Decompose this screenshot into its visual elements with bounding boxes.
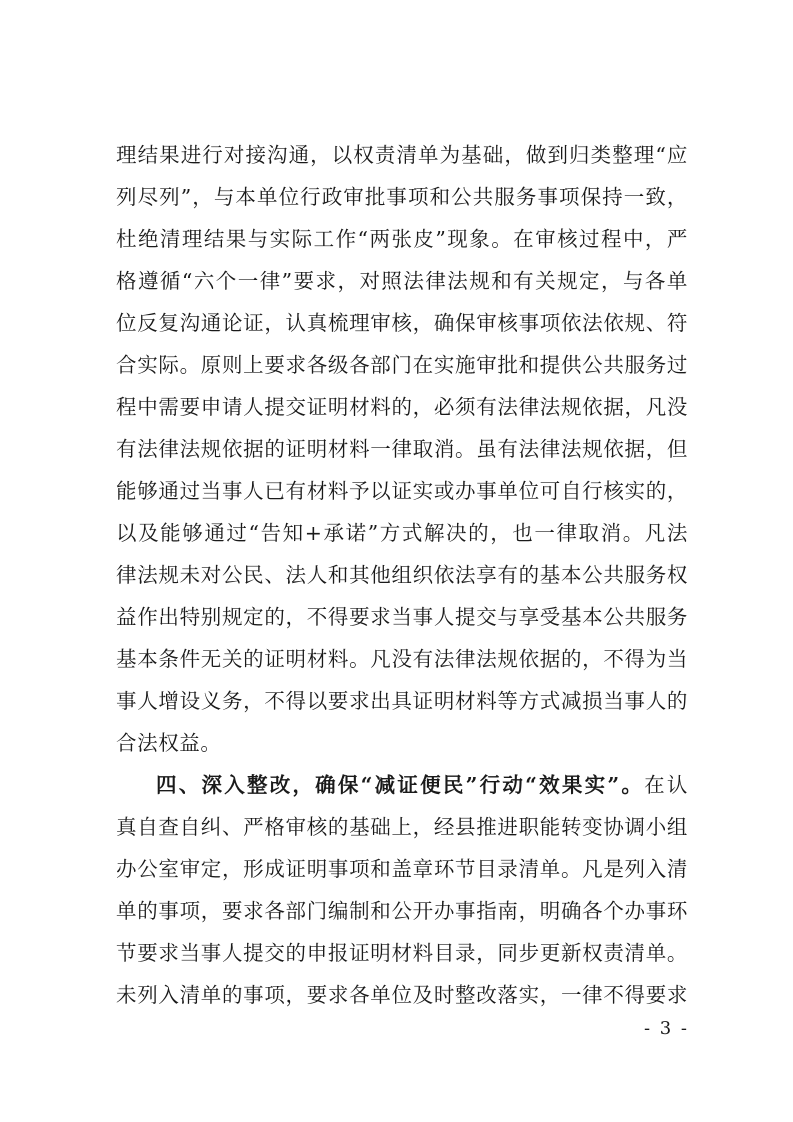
section-heading-tail: 在认 xyxy=(644,773,688,797)
paragraph-line: 合法权益。 xyxy=(116,731,222,755)
paragraph-line: 单的事项，要求各部门编制和公开办事指南，明确各个办事环 xyxy=(116,899,688,923)
paragraph-line: 基本条件无关的证明材料。凡没有法律法规依据的，不得为当 xyxy=(116,647,688,671)
paragraph-line: 列尽列”，与本单位行政审批事项和公共服务事项保持一致， xyxy=(116,185,688,209)
section-heading-line xyxy=(156,770,688,800)
paragraph-line: 事人增设义务，不得以要求出具证明材料等方式减损当事人的 xyxy=(116,689,688,713)
paragraph-line: 有法律法规依据的证明材料一律取消。虽有法律法规依据，但 xyxy=(116,437,688,461)
paragraph-line: 能够通过当事人已有材料予以证实或办事单位可自行核实的， xyxy=(116,479,688,503)
page-number: - 3 - xyxy=(643,1018,689,1039)
paragraph-line: 未列入清单的事项，要求各单位及时整改落实，一律不得要求 xyxy=(116,983,688,1007)
paragraph-line: 位反复沟通论证，认真梳理审核，确保审核事项依法依规、符 xyxy=(116,311,688,335)
paragraph-line: 格遵循“六个一律”要求，对照法律法规和有关规定，与各单 xyxy=(116,269,688,293)
paragraph-line: 办公室审定，形成证明事项和盖章环节目录清单。凡是列入清 xyxy=(116,857,688,881)
paragraph-line: 合实际。原则上要求各级各部门在实施审批和提供公共服务过 xyxy=(116,353,688,377)
section-heading: 四、深入整改，确保“减证便民”行动“效果实”。 xyxy=(156,773,645,797)
paragraph-line: 以及能够通过“告知+承诺”方式解决的，也一律取消。凡法 xyxy=(116,521,688,545)
paragraph-line: 真自查自纠、严格审核的基础上，经县推进职能转变协调小组 xyxy=(116,815,688,839)
paragraph-line: 益作出特别规定的，不得要求当事人提交与享受基本公共服务 xyxy=(116,605,688,629)
paragraph-line: 律法规未对公民、法人和其他组织依法享有的基本公共服务权 xyxy=(116,563,688,587)
paragraph-line: 理结果进行对接沟通，以权责清单为基础，做到归类整理“应 xyxy=(116,143,688,167)
paragraph-line: 程中需要申请人提交证明材料的，必须有法律法规依据，凡没 xyxy=(116,395,688,419)
paragraph-line: 节要求当事人提交的申报证明材料目录，同步更新权责清单。 xyxy=(116,941,688,965)
paragraph-line: 杜绝清理结果与实际工作“两张皮”现象。在审核过程中，严 xyxy=(116,227,688,251)
